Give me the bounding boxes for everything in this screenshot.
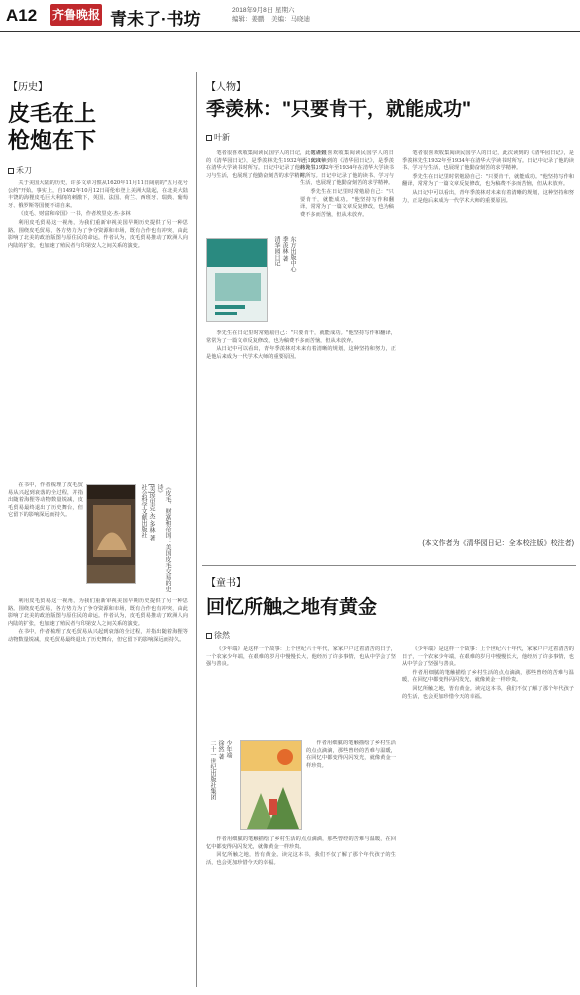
byline-square-icon <box>206 633 212 639</box>
right-top-paragraph: 从日记中可以看出，青年季羡林对未来有着清晰的规划，这种坚持和努力，正是他后来成为一代学术大师的重要原因。 <box>206 346 396 360</box>
right-top-author: 叶新 <box>214 133 230 142</box>
right-top-body-col1-bottom <box>206 330 396 548</box>
page-number: A12 <box>6 6 38 25</box>
right-top-source-note: (本文作者为《清华园日记：全本校注版》校注者) <box>422 540 574 547</box>
right-top-paragraph: 季先生在日记里时常勉励自己："只要肯干，就能成功。"他坚持写作和翻译，常常为了一篇文章反复修改，也为稿费不多而苦恼，但从未放弃。 <box>402 173 574 188</box>
right-top-body-col1 <box>300 150 394 328</box>
right-top-paragraph: 笔者很喜欢收集阅读民国学人的日记，此次读到的《清华园日记》，是季羡林先生1932年至1934年在清华大学读书时所写。日记中记录了他的读书、学习与生活，也展现了他勤奋刻苦的求学精神。 <box>206 150 326 179</box>
right-bottom-body-lead <box>206 646 396 736</box>
right-bottom-paragraph: 作者用细腻的笔触描绘了乡村生活的点点滴滴，那些曾经的苦难与温暖，在回忆中都变得闪闪发光，就像黄金一样珍贵。 <box>206 836 396 850</box>
right-bottom-byline <box>206 630 230 641</box>
left-body-top <box>8 180 188 480</box>
left-headline-line-1: 皮毛在上 <box>8 101 97 126</box>
left-book-publisher: 社会科学文献出版社 <box>140 484 146 538</box>
left-paragraph: 在书中，作者梳理了皮毛贸易从兴起到衰落的全过程，并指出随着海狸等动物数量锐减，皮毛贸易最终退出了历史舞台，但它留下的影响深远而持久。 <box>8 482 83 519</box>
right-top-paragraph: 笔者很喜欢收集阅读民国学人的日记，此次读到的《清华园日记》，是季羡林先生1932年至1934年在清华大学读书时所写。日记中记录了他的读书、学习与生活，也展现了他勤奋刻苦的求学精神。 <box>300 150 394 187</box>
right-top-byline <box>206 132 230 143</box>
right-top-paragraph: 季先生在日记里时常勉励自己："只要肯干，就能成功。"他坚持写作和翻译，常常为了一篇文章反复修改，也为稿费不多而苦恼，但从未放弃。 <box>206 330 396 344</box>
left-headline-line-2: 枪炮在下 <box>8 128 97 153</box>
right-top-book-title: 清华园日记 <box>273 236 279 266</box>
right-top-headline: 季羡林："只要肯干，就能成功" <box>206 99 472 120</box>
left-tag: 【历史】 <box>8 82 48 93</box>
right-top-paragraph: 笔者很喜欢收集阅读民国学人的日记，此次读到的《清华园日记》，是季羡林先生1932年至1934年在清华大学读书时所写。日记中记录了他的读书、学习与生活，也展现了他勤奋刻苦的求学精神。 <box>402 150 574 172</box>
section-divider <box>202 565 576 566</box>
right-top-body-col2 <box>402 150 574 535</box>
right-top-paragraph: 从日记中可以看出，青年季羡林对未来有着清晰的规划，这种坚持和努力，正是他后来成为一代学术大师的重要原因。 <box>402 189 574 204</box>
right-top-book-author: 季羡林 著 <box>281 236 287 262</box>
right-bottom-headline: 回忆所触之地有黄金 <box>206 597 378 618</box>
right-bottom-paragraph: 作者用细腻的笔触描绘了乡村生活的点点滴滴，那些曾经的苦难与温暖，在回忆中都变得闪闪发光，就像黄金一样珍贵。 <box>306 740 396 769</box>
right-bottom-body-beside <box>306 740 396 832</box>
issue-date: 2018年9月8日 星期六 <box>232 7 295 14</box>
right-bottom-body-col2 <box>402 646 574 988</box>
right-bottom-paragraph: 回忆所触之地，皆有黄金。读完这本书，我们不仅了解了那个年代孩子的生活，也会更加珍惜今天的幸福。 <box>402 685 574 700</box>
left-book-caption <box>139 484 171 594</box>
page-header <box>0 0 580 32</box>
left-paragraph: 《皮毛、财富和帝国》一书，作者埃里克·杰·多林 <box>18 211 131 218</box>
header-meta <box>232 6 310 24</box>
left-paragraph: 关于美国大陆的历史，许多文章习惯从1620年11月11日阔别的"五月花号公约"开始。事实上，自1492年10月12日哥伦布登上美洲大陆起，在北美大陆丰饶的海狸皮毛巨大利润的刺激下，英国、法国、荷兰、西班牙、瑞典、葡萄牙、俄罗斯等国便不请自来。 <box>8 180 188 209</box>
editors: 编辑：姜鹏 美编：马晓迪 <box>232 16 310 23</box>
right-bottom-paragraph: 回忆所触之地，皆有黄金。读完这本书，我们不仅了解了那个年代孩子的生活，也会更加珍惜今天的幸福。 <box>206 852 396 866</box>
right-bottom-book-author: 徐然 著 <box>217 740 223 760</box>
left-paragraph: 利用皮毛贸易这一视角，为我们重新审视美国早期历史提供了另一种思路。围绕皮毛贸易，各方势力为了争夺资源和市场，既有合作也有冲突，由此影响了北美的政治版图与原住民的命运。作者认为，皮毛贸易推动了欧洲人向内陆的扩张，也加速了殖民者与印第安人之间关系的演变。 <box>8 219 188 249</box>
newspaper-logo: 齐鲁晚报 <box>50 4 102 26</box>
right-bottom-body-col1 <box>206 836 396 988</box>
right-bottom-book-publisher: 二十一世纪出版社集团 <box>209 740 215 800</box>
right-top-tag: 【人物】 <box>206 82 246 93</box>
column-divider <box>196 72 197 987</box>
left-author: 禾刀 <box>16 166 32 175</box>
right-top-book-caption <box>272 236 296 326</box>
right-bottom-author: 徐然 <box>214 631 230 640</box>
left-paragraph: 利用皮毛贸易这一视角，为我们重新审视美国早期历史提供了另一种思路。围绕皮毛贸易，各方势力为了争夺资源和市场，既有合作也有冲突，由此影响了北美的政治版图与原住民的命运。作者认为，皮毛贸易推动了欧洲人向内陆的扩张，也加速了殖民者与印第安人之间关系的演变。 <box>8 598 188 627</box>
left-byline <box>8 165 32 176</box>
left-book-author: [美]埃里克·杰·多林 著 <box>148 484 154 541</box>
left-book-cover <box>86 484 136 584</box>
left-headline <box>8 100 188 154</box>
section-title: 青未了·书坊 <box>110 10 201 29</box>
byline-square-icon <box>8 168 14 174</box>
right-bottom-paragraph: 作者用细腻的笔触描绘了乡村生活的点点滴滴，那些曾经的苦难与温暖，在回忆中都变得闪闪发光，就像黄金一样珍贵。 <box>402 669 574 684</box>
right-bottom-book-title: 少年端 <box>225 740 231 758</box>
left-body-side <box>8 482 83 592</box>
right-bottom-tag: 【童书】 <box>206 578 246 589</box>
right-top-book-publisher: 东方出版中心 <box>289 236 295 272</box>
right-bottom-paragraph: 《少年端》是这样一个故事：上个世纪六十年代，家家户户过着清苦的日子，一个农家少年端，在艰难的岁月中慢慢长大，他经历了许多事情，也从中学会了坚强与善良。 <box>402 646 574 668</box>
right-bottom-paragraph: 《少年端》是这样一个故事：上个世纪六十年代，家家户户过着清苦的日子，一个农家少年端，在艰难的岁月中慢慢长大，他经历了许多事情，也从中学会了坚强与善良。 <box>206 646 396 668</box>
right-bottom-book-caption <box>208 740 232 830</box>
left-paragraph: 在书中，作者梳理了皮毛贸易从兴起到衰落的全过程，并指出随着海狸等动物数量锐减，皮毛贸易最终退出了历史舞台，但它留下的影响深远而持久。 <box>8 629 188 643</box>
right-top-paragraph: 季先生在日记里时常勉励自己："只要肯干，就能成功。"他坚持写作和翻译，常常为了一篇文章反复修改，也为稿费不多而苦恼，但从未放弃。 <box>300 188 394 218</box>
right-bottom-book-cover <box>240 740 302 830</box>
right-top-book-cover <box>206 238 268 322</box>
left-body-bottom <box>8 598 188 983</box>
left-book-title: 《皮毛、财富和帝国：美国皮毛交易的史诗》 <box>156 484 170 592</box>
byline-square-icon <box>206 135 212 141</box>
